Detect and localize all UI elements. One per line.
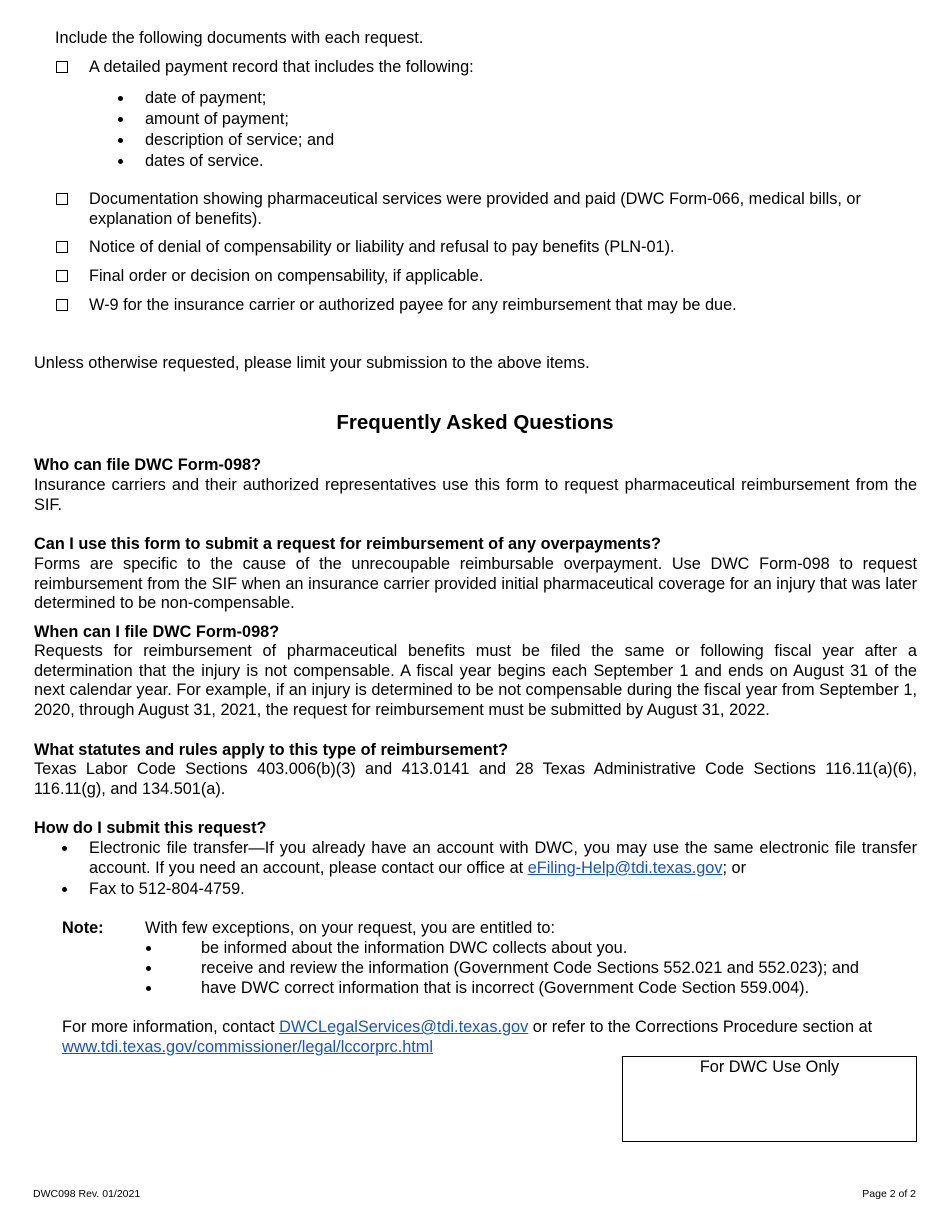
faq-answer-who: Insurance carriers and their authorized representatives use this form to request pharmaceutical reimbursement from the SIF. (34, 476, 917, 514)
checklist-item-payment-record: A detailed payment record that includes the following: (89, 58, 474, 76)
bullet (146, 946, 151, 951)
more-info-text: For more information, contact DWCLegalServices@tdi.texas.gov or refer to the Corrections Procedure section at (62, 1018, 873, 1036)
faq-question-when: When can I file DWC Form-098? (34, 623, 280, 641)
bullet (118, 159, 123, 164)
bullet (62, 846, 67, 851)
faq-answer-statutes: Texas Labor Code Sections 403.006(b)(3) and 413.0141 and 28 Texas Administrative Code Sections 116.11(a)(6), 116.11(g), and 134.501(a). (34, 760, 917, 798)
checkbox-denial-notice[interactable] (56, 241, 68, 253)
checklist-item-final-order: Final order or decision on compensability, if applicable. (89, 267, 484, 285)
note-item-review: receive and review the information (Government Code Sections 552.021 and 552.023); and (201, 959, 859, 977)
checklist-item-documentation: Documentation showing pharmaceutical services were provided and paid (DWC Form-066, medical bills, or explanation of benefits). (89, 190, 861, 228)
faq-question-submit: How do I submit this request? (34, 819, 267, 837)
bullet (146, 986, 151, 991)
corrections-procedure-link[interactable]: www.tdi.texas.gov/commissioner/legal/lccorprc.html (62, 1038, 433, 1056)
legal-services-email-link[interactable]: DWCLegalServices@tdi.texas.gov (279, 1018, 529, 1036)
checkbox-documentation[interactable] (56, 193, 68, 205)
faq-question-statutes: What statutes and rules apply to this type of reimbursement? (34, 741, 509, 759)
submit-option-electronic: Electronic file transfer—If you already have an account with DWC, you may use the same electronic file transfer account. If you need an account, please contact our office at eFiling-Help@tdi.texas.gov; or (89, 839, 917, 877)
note-intro: With few exceptions, on your request, you are entitled to: (145, 919, 555, 937)
subitem-description-of-service: description of service; and (145, 131, 335, 149)
submission-limit-text: Unless otherwise requested, please limit your submission to the above items. (34, 354, 590, 372)
bullet (118, 138, 123, 143)
bullet (62, 887, 67, 892)
footer-page-number: Page 2 of 2 (862, 1188, 916, 1200)
dwc-use-only-box (622, 1056, 917, 1142)
checklist-intro: Include the following documents with each request. (55, 29, 424, 47)
faq-answer-overpayments: Forms are specific to the cause of the unrecoupable reimbursable overpayment. Use DWC Form-098 to request reimbursement from the SIF when an insurance carrier provided initial pharmaceutical coverage for an injury that was later determined to be non-compensable. (34, 555, 917, 613)
efiling-help-email-link[interactable]: eFiling-Help@tdi.texas.gov (527, 858, 723, 877)
bullet (118, 117, 123, 122)
bullet (118, 96, 123, 101)
dwc-use-only-label: For DWC Use Only (699, 1058, 840, 1076)
checklist-item-denial-notice: Notice of denial of compensability or liability and refusal to pay benefits (PLN-01). (89, 238, 675, 256)
faq-question-who: Who can file DWC Form-098? (34, 456, 262, 474)
checkbox-final-order[interactable] (56, 270, 68, 282)
subitem-date-of-payment: date of payment; (145, 89, 267, 107)
subitem-dates-of-service: dates of service. (145, 152, 264, 170)
checklist-item-w9: W-9 for the insurance carrier or authorized payee for any reimbursement that may be due. (89, 296, 737, 314)
faq-answer-when: Requests for reimbursement of pharmaceutical benefits must be filed the same or following fiscal year after a determination that the injury is not compensable. A fiscal year begins each September 1 and ends on August 31 of the next calendar year. For example, if an injury is determined to be not compensable during the fiscal year from September 1, 2020, through August 31, 2021, the request for reimbursement must be submitted by August 31, 2022. (34, 642, 917, 719)
note-item-correct: have DWC correct information that is incorrect (Government Code Section 559.004). (201, 979, 810, 997)
note-label: Note: (62, 919, 104, 937)
bullet (146, 966, 151, 971)
note-item-informed: be informed about the information DWC collects about you. (201, 939, 628, 957)
faq-heading: Frequently Asked Questions (336, 411, 614, 434)
checkbox-payment-record[interactable] (56, 61, 68, 73)
footer-form-id: DWC098 Rev. 01/2021 (33, 1188, 141, 1200)
subitem-amount-of-payment: amount of payment; (145, 110, 289, 128)
submit-option-fax: Fax to 512-804-4759. (89, 880, 245, 898)
checkbox-w9[interactable] (56, 299, 68, 311)
faq-question-overpayments: Can I use this form to submit a request for reimbursement of any overpayments? (34, 535, 661, 553)
